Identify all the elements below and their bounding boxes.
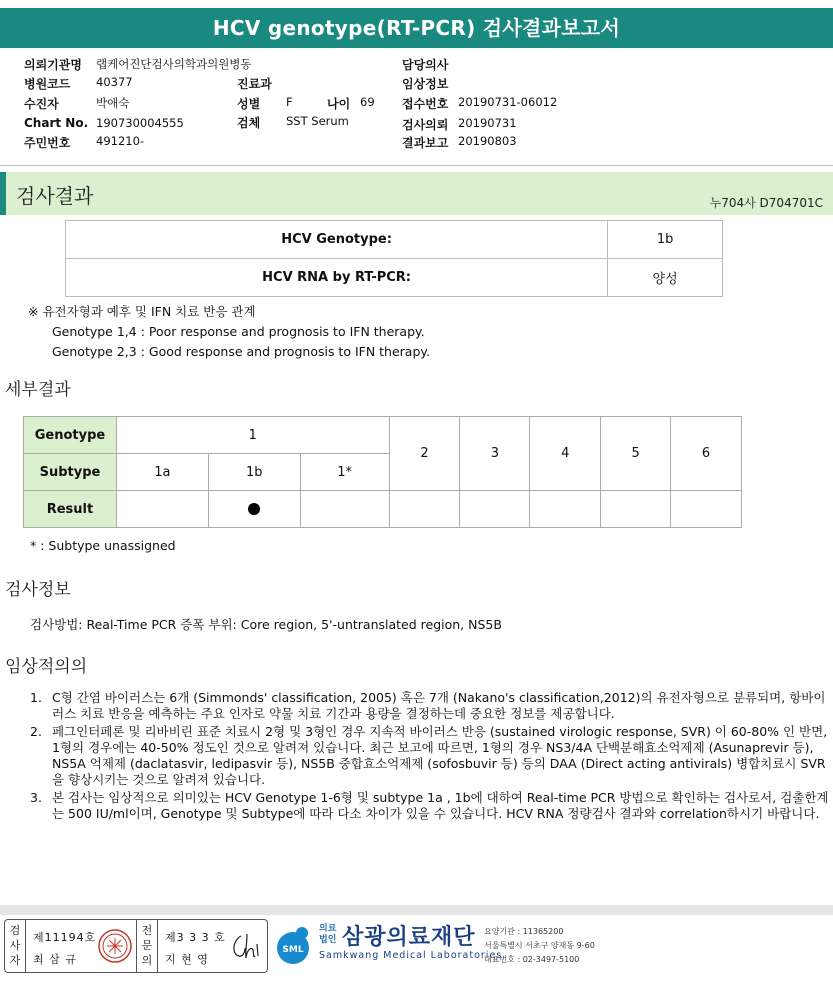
value-patient: 박애숙 bbox=[96, 96, 130, 110]
value-hospital-code: 40377 bbox=[96, 75, 133, 89]
doctor-name: 지 현 영 bbox=[165, 953, 209, 966]
result-1star-cell bbox=[300, 491, 389, 528]
ifn-note-line-1: Genotype 1,4 : Poor response and prognosis to IFN therapy. bbox=[52, 324, 425, 339]
contact-line: 서울특별시 서초구 양재동 9-60 bbox=[484, 941, 595, 950]
logo-text: SML bbox=[282, 945, 304, 955]
clinical-item-text: C형 간염 바이러스는 6개 (Simmonds' classification, 2005) 혹은 7개 (Nakano's classification,2012)의 유전자형으로 분류되며, 항바이러스 치료 반응을 예측하는 주요 인자로 약물 치료 기간과 용량을 결정하는데 중요한 정보를 제공합니다. bbox=[52, 690, 826, 721]
tester-label: 검사자 bbox=[9, 924, 21, 967]
label-hospital-code: 병원코드 bbox=[24, 77, 71, 91]
clinical-item-text: 본 검사는 임상적으로 의미있는 HCV Genotype 1-6형 및 subtype 1a , 1b에 대하여 Real-time PCR 방법으로 확인하는 검사로서, 검출한계는 500 IU/ml이며, Genotype 및 Subtype에 따라 다소 차이가 있을 수 있습니다. HCV RNA 정량검사 결과와 correlation하시기 바랍니다. bbox=[52, 790, 829, 821]
value-resident-no: 491210- bbox=[96, 134, 145, 148]
genotype-6-cell: 6 bbox=[671, 417, 742, 491]
table-row bbox=[24, 417, 742, 454]
subtype-header: Subtype bbox=[24, 454, 117, 491]
clinical-title: 임상적의의 bbox=[5, 657, 88, 677]
detail-title: 세부결과 bbox=[5, 380, 71, 400]
clinical-item-number: 1. bbox=[30, 690, 42, 705]
patient-info bbox=[0, 54, 833, 166]
genotype-1-cell: 1 bbox=[116, 417, 389, 454]
value-receipt-no: 20190731-06012 bbox=[458, 95, 558, 109]
org-english-name: Samkwang Medical Laboratories bbox=[319, 950, 503, 961]
doctor-license: 제3 3 3 호 bbox=[165, 931, 226, 944]
value-institution: 랩케어진단검사의학과의원병동 bbox=[96, 57, 252, 71]
results-title: 검사결과 bbox=[16, 184, 94, 208]
positive-marker-icon bbox=[248, 503, 260, 515]
ifn-note bbox=[28, 302, 430, 362]
result-1a-cell bbox=[116, 491, 208, 528]
subtype-1star-cell: 1* bbox=[300, 454, 389, 491]
ifn-note-line-2: Genotype 2,3 : Good response and prognosis to IFN therapy. bbox=[52, 344, 430, 359]
summary-rna-value: 양성 bbox=[608, 259, 723, 297]
value-sex: F bbox=[286, 95, 293, 109]
genotype-5-cell: 5 bbox=[601, 417, 671, 491]
genotype-header: Genotype bbox=[24, 417, 117, 454]
subtype-footnote: * : Subtype unassigned bbox=[30, 538, 176, 553]
summary-rna-label: HCV RNA by RT-PCR: bbox=[66, 259, 608, 297]
result-header: Result bbox=[24, 491, 117, 528]
genotype-4-cell: 4 bbox=[530, 417, 601, 491]
detail-table bbox=[23, 416, 742, 528]
table-row bbox=[66, 221, 723, 259]
value-specimen: SST Serum bbox=[286, 114, 349, 128]
result-4-cell bbox=[530, 491, 601, 528]
value-chart-no: 190730004555 bbox=[96, 116, 184, 130]
test-code: 누704사 D704701C bbox=[709, 196, 823, 210]
summary-genotype-label: HCV Genotype: bbox=[66, 221, 608, 259]
ifn-note-heading: ※ 유전자형과 예후 및 IFN 치료 반응 관계 bbox=[28, 304, 256, 319]
label-institution: 의뢰기관명 bbox=[24, 58, 82, 72]
summary-genotype-value: 1b bbox=[608, 221, 723, 259]
tester-seal-icon bbox=[97, 928, 133, 964]
clinical-item-text: 페그인터페론 및 리바비린 표준 치료시 2형 및 3형인 경우 지속적 바이러스 반응 (sustained virologic response, SVR) 이 60-80% 인 반면, 1형의 경우에는 40-50% 정도인 것으로 알려져 있습니다. 최근 보고에 따르면, 1형의 경우 NS3/4A 단백분해효소억제제 (Asunaprevir 등), NS5A 억제제 (daclatasvir, ledipasvir 등), NS5B 중합효소억제제 (sofosbuvir 등) 등의 DAA (Direct acting antivirals) 병합치료시 SVR을 향상시키는 것으로 알려져 있습니다. bbox=[52, 724, 828, 787]
contact-line: 대표번호 : 02-3497-5100 bbox=[484, 955, 580, 964]
label-report-date: 결과보고 bbox=[402, 136, 449, 150]
subtype-1a-cell: 1a bbox=[116, 454, 208, 491]
genotype-3-cell: 3 bbox=[460, 417, 530, 491]
org-name: 삼광의료재단 bbox=[342, 925, 476, 950]
tester-license: 제11194호 bbox=[33, 931, 97, 944]
org-corp-prefix bbox=[319, 924, 336, 946]
signature-box bbox=[4, 919, 268, 973]
result-1b-cell bbox=[208, 491, 300, 528]
results-header bbox=[0, 172, 833, 215]
list-item bbox=[30, 724, 830, 788]
footer-divider bbox=[0, 905, 833, 915]
table-row bbox=[66, 259, 723, 297]
doctor-signature-icon bbox=[227, 930, 263, 964]
tester-name: 최 삼 규 bbox=[33, 953, 77, 966]
report-title: HCV genotype(RT-PCR) 검사결과보고서 bbox=[0, 8, 833, 48]
label-sex: 성별 bbox=[237, 97, 261, 111]
results-header-accent bbox=[0, 172, 6, 215]
summary-table bbox=[65, 220, 723, 297]
corp-prefix-line-1: 의료 bbox=[319, 924, 337, 934]
clinical-list bbox=[30, 690, 830, 824]
label-clinical-info: 임상정보 bbox=[402, 77, 449, 91]
doctor-label: 전문의 bbox=[141, 924, 153, 967]
result-5-cell bbox=[601, 491, 671, 528]
label-patient: 수진자 bbox=[24, 97, 59, 111]
subtype-1b-cell: 1b bbox=[208, 454, 300, 491]
result-3-cell bbox=[460, 491, 530, 528]
label-age: 나이 bbox=[327, 97, 351, 111]
contact-line: 요양기관 : 11365200 bbox=[484, 927, 564, 936]
corp-prefix-line-2: 법인 bbox=[319, 935, 337, 945]
label-specimen: 검체 bbox=[237, 116, 261, 130]
test-info-title: 검사정보 bbox=[5, 580, 71, 600]
test-method: 검사방법: Real-Time PCR 증폭 부위: Core region, 5'-untranslated region, NS5B bbox=[30, 617, 502, 632]
list-item bbox=[30, 690, 830, 722]
label-department: 진료과 bbox=[237, 77, 272, 91]
table-row bbox=[24, 491, 742, 528]
label-chart-no: Chart No. bbox=[24, 116, 89, 130]
label-resident-no: 주민번호 bbox=[24, 136, 71, 150]
genotype-2-cell: 2 bbox=[389, 417, 460, 491]
label-doctor: 담당의사 bbox=[402, 58, 449, 72]
result-6-cell bbox=[671, 491, 742, 528]
org-contact bbox=[484, 925, 595, 967]
clinical-item-number: 2. bbox=[30, 724, 42, 739]
sml-logo-icon bbox=[272, 924, 314, 966]
label-receipt-no: 접수번호 bbox=[402, 97, 449, 111]
value-age: 69 bbox=[360, 95, 375, 109]
label-request-date: 검사의뢰 bbox=[402, 118, 449, 132]
divider bbox=[25, 920, 26, 972]
divider bbox=[136, 920, 137, 972]
result-2-cell bbox=[389, 491, 460, 528]
clinical-item-number: 3. bbox=[30, 790, 42, 805]
divider bbox=[157, 920, 158, 972]
value-report-date: 20190803 bbox=[458, 134, 517, 148]
value-request-date: 20190731 bbox=[458, 116, 517, 130]
list-item bbox=[30, 790, 830, 822]
